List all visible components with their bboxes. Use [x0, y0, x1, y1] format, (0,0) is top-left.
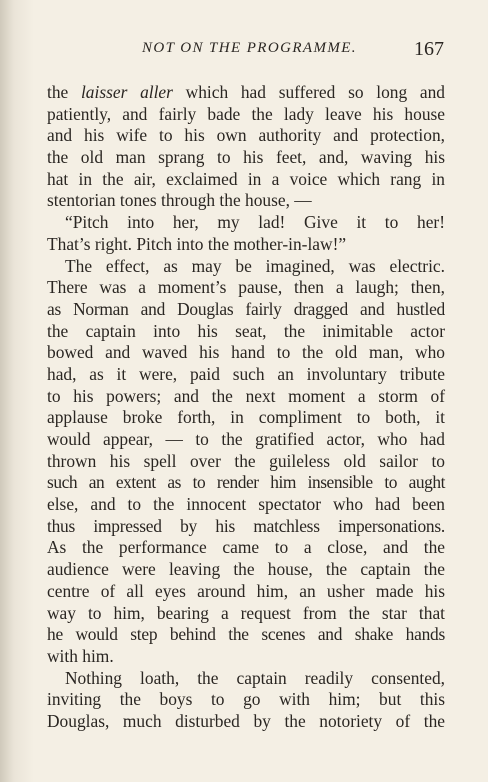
- text-line: the old man sprang to his feet, and, waving his: [47, 147, 445, 168]
- text-line: “Pitch into her, my lad! Give it to her!: [65, 212, 445, 233]
- text-line: he would step behind the scenes and shake hands: [47, 624, 445, 645]
- italic-phrase: laisser aller: [80, 82, 173, 102]
- text-line: There was a moment’s pause, then a laugh; then,: [47, 277, 445, 298]
- page-number: 167: [414, 38, 444, 60]
- text-line: to his powers; and the next moment a storm of: [47, 385, 445, 406]
- text-line: had, as it were, paid such an involuntary tribute: [47, 363, 445, 384]
- text-line: thrown his spell over the guileless old sailor to: [47, 450, 445, 471]
- text-line: inviting the boys to go with him; but this: [47, 689, 445, 710]
- text-line: Douglas, much disturbed by the notoriety of the: [47, 710, 445, 731]
- body-text: [47, 82, 445, 733]
- text-line: Nothing loath, the captain readily consented,: [65, 667, 445, 688]
- text-line: the captain into his seat, the inimitable actor: [47, 320, 445, 341]
- text-line: else, and to the innocent spectator who had been: [47, 494, 445, 515]
- text-line: That’s right. Pitch into the mother-in-law!”: [47, 233, 347, 254]
- text-line: bowed and waved his hand to the old man, who: [47, 342, 445, 363]
- text-line: and his wife to his own authority and protection,: [47, 125, 445, 146]
- text-line: The effect, as may be imagined, was electric.: [65, 255, 445, 276]
- text-line: stentorian tones through the house, —: [47, 190, 312, 211]
- text-line: would appear, — to the gratified actor, who had: [47, 429, 445, 449]
- text-line: patiently, and fairly bade the lady leave his house: [47, 103, 445, 124]
- text-line: with him.: [47, 645, 114, 666]
- text-line: as Norman and Douglas fairly dragged and hustled: [47, 298, 445, 319]
- text-line: thus impressed by his matchless impersonations.: [47, 515, 445, 536]
- text-line: way to him, bearing a request from the star that: [47, 602, 445, 623]
- text-line: such an extent as to render him insensible to aught: [47, 472, 445, 493]
- text-line: centre of all eyes around him, an usher made his: [47, 580, 445, 601]
- text-line: applause broke forth, in compliment to both, it: [47, 407, 445, 428]
- text-line: As the performance came to a close, and the: [47, 537, 445, 558]
- text-line: audience were leaving the house, the captain the: [47, 559, 445, 580]
- text-line: the laisser aller which had suffered so long and: [47, 82, 446, 102]
- text-line: hat in the air, exclaimed in a voice which rang in: [47, 168, 445, 189]
- page-header: [50, 40, 444, 64]
- running-head: NOT ON THE PROGRAMME.: [142, 40, 357, 56]
